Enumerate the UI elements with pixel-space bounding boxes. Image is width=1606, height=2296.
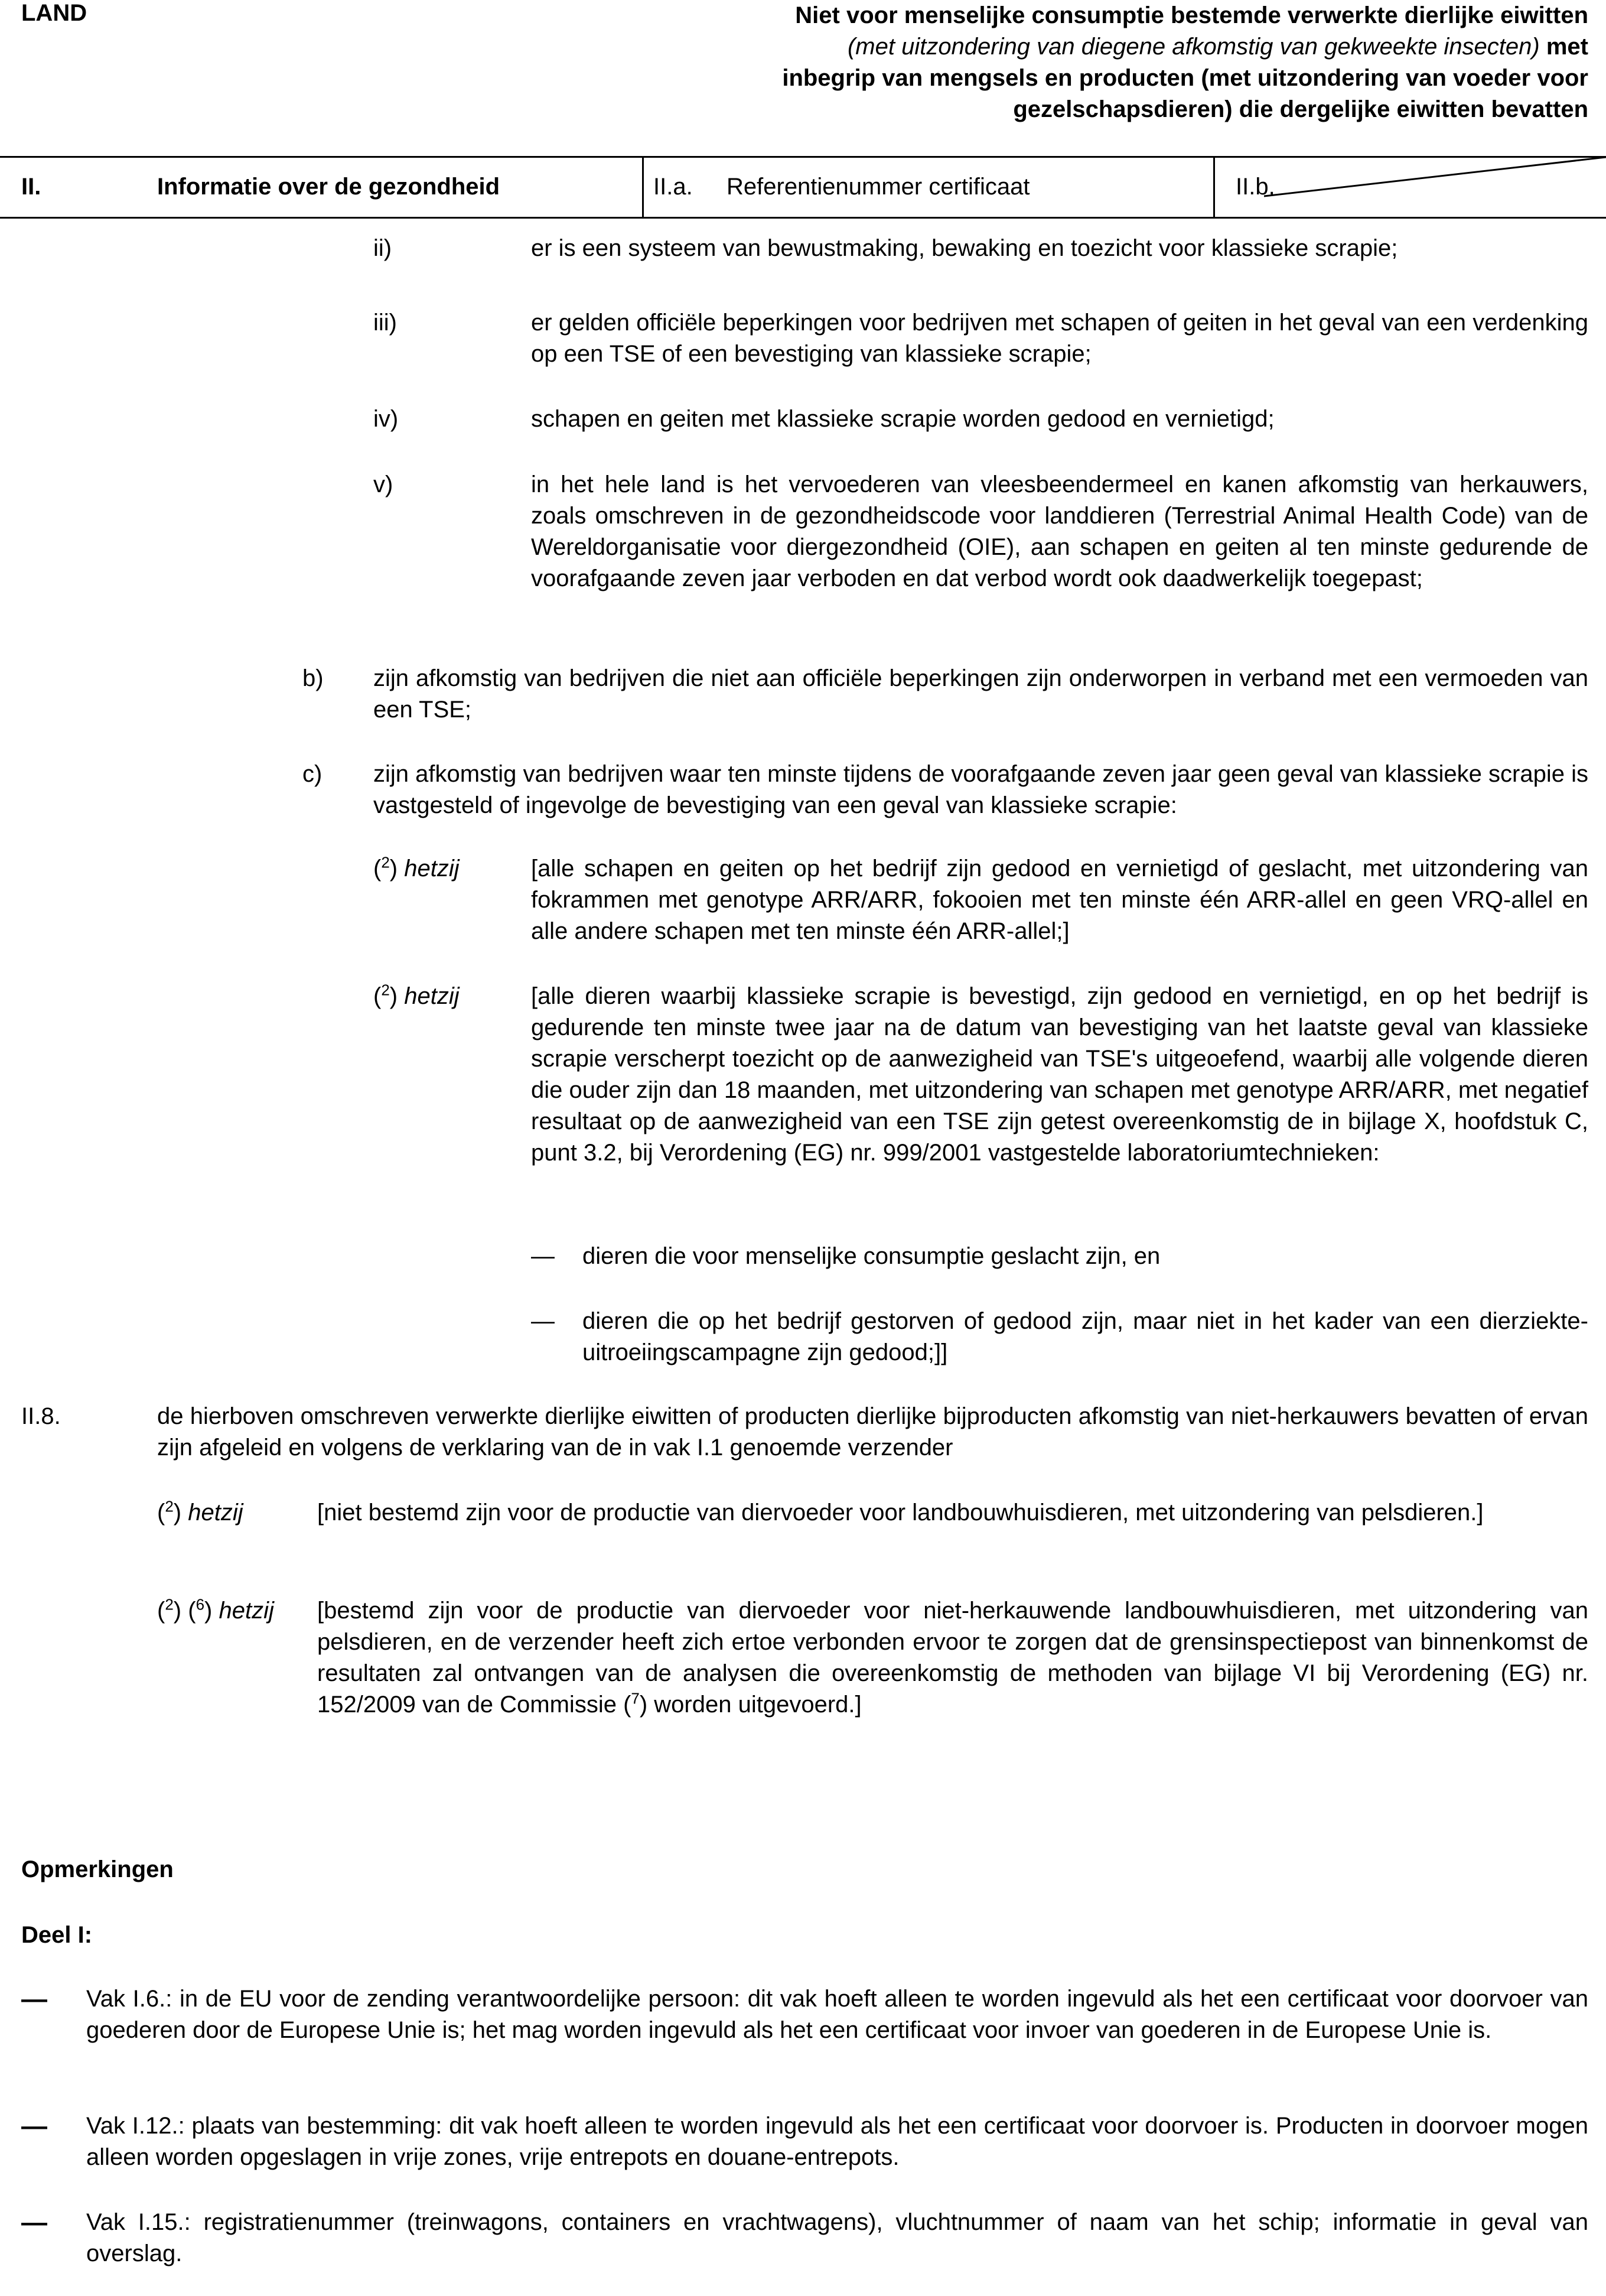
dash-1-marker: —	[531, 1243, 555, 1269]
option-2-word: hetzij	[404, 983, 460, 1009]
dash-2-text: dieren die op het bedrijf gestorven of gedood zijn, maar niet in het kader van een dierziekte-uitroeiingscampagne zijn gedood;]]	[582, 1308, 1588, 1365]
ii8-option-2-footnote-ref-a: 2	[165, 1595, 174, 1614]
certificate-title	[761, 0, 1588, 125]
note-3-text: Vak I.15.: registratienummer (treinwagons, containers en vrachtwagens), vluchtnummer of naam van het schip; informatie in geval van overslag.	[86, 2209, 1588, 2266]
notes-part-heading: Deel I:	[21, 1922, 93, 1948]
option-1-footnote-ref: 2	[381, 853, 390, 871]
item-iii-text: er gelden officiële beperkingen voor bedrijven met schapen of geiten in het geval van een verdenking op een TSE of een bevestiging van klassieke scrapie;	[531, 310, 1588, 367]
note-1-bullet: —	[21, 1985, 47, 2014]
ii8-option-2-word: hetzij	[219, 1598, 274, 1624]
item-c-text: zijn afkomstig van bedrijven waar ten minste tijdens de voorafgaande zeven jaar geen geval van klassieke scrapie is vastgesteld of ingevolge de bevestiging van een geval van klassieke scrapie:	[373, 761, 1588, 818]
title-bold-part-1: Niet voor menselijke consumptie bestemde verwerkte dierlijke eiwitten	[795, 2, 1588, 28]
option-1-text: [alle schapen en geiten op het bedrijf zijn gedood en vernietigd of geslacht, met uitzondering van fokrammen met genotype ARR/ARR, fokooien met ten minste één ARR-allel en geen VRQ-allel en alle andere schapen met ten minste één ARR-allel;]	[531, 856, 1588, 944]
item-c-label: c)	[302, 761, 322, 787]
item-b-label: b)	[302, 665, 324, 691]
note-2-bullet: —	[21, 2112, 47, 2141]
ii8-option-1-marker: ($^2$) hetzij	[157, 1497, 243, 1526]
ii8-option-1-footnote-ref: 2	[165, 1497, 174, 1516]
item-iv-text: schapen en geiten met klassieke scrapie worden gedood en vernietigd;	[531, 406, 1275, 432]
section-bar-diagonal-line	[1264, 156, 1606, 197]
item-v-label: v)	[373, 471, 393, 497]
ii8-option-1-word: hetzij	[188, 1500, 243, 1526]
reference-code: II.a.	[653, 174, 693, 200]
note-2-text: Vak I.12.: plaats van bestemming: dit vak hoeft alleen te worden ingevuld als het een certificaat voor doorvoer is. Producten in doorvoer mogen alleen worden opgeslagen in vrije zones, vrije entrepots en douane-entrepots.	[86, 2113, 1588, 2170]
section-bar-divider-2	[1213, 156, 1215, 219]
section-bar-divider-1	[642, 156, 644, 219]
ii8-option-2-footnote-ref-b: 6	[196, 1595, 205, 1614]
item-iii-label: iii)	[373, 310, 397, 336]
item-iv-label: iv)	[373, 406, 399, 432]
ii8-option-2-footnote-ref-c: 7	[631, 1689, 640, 1708]
option-1-word: hetzij	[404, 856, 460, 882]
title-bold-part-2: met inbegrip van mengsels en producten (met uitzondering van voeder voor gezelschapsdieren) die dergelijke eiwitten bevatten	[782, 34, 1588, 122]
option-2-marker: ($^2$) hetzij	[373, 981, 460, 1009]
item-v-text: in het hele land is het vervoederen van vleesbeendermeel en kanen afkomstig van herkauwers, zoals omschreven in de gezondheidscode voor landdieren (Terrestrial Animal Health Code) van de Wereldorganisatie voor diergezondheid (OIE), aan schapen en geiten al ten minste gedurende de voorafgaande zeven jaar verboden en dat verbod wordt ook daadwerkelijk toegepast;	[531, 471, 1588, 591]
ii8-option-1-text: [niet bestemd zijn voor de productie van diervoeder voor landbouwhuisdieren, met uitzondering van pelsdieren.]	[317, 1500, 1484, 1526]
ii8-option-2-text-b: ) worden uitgevoerd.]	[639, 1692, 862, 1718]
ii8-option-2-text-a: [bestemd zijn voor de productie van diervoeder voor niet-herkauwende landbouwhuisdieren, met uitzondering van pelsdieren, en de verzender heeft zich ertoe verbonden ervoor te zorgen dat de grensinspectiepost van binnenkomst de resultaten zal ontvangen van de analysen die overeenkomstig de methoden van bijlage VI bij Verordening (EG) nr. 152/2009 van de Commissie (	[317, 1598, 1588, 1718]
section-number: II.	[21, 174, 41, 200]
item-b-text: zijn afkomstig van bedrijven die niet aan officiële beperkingen zijn onderworpen in verband met een vermoeden van een TSE;	[373, 665, 1588, 723]
ii8-option-2-marker: ($^2$) ($^6$) hetzij	[157, 1595, 274, 1624]
section-bar-bottom-line	[0, 217, 1606, 219]
option-1-marker: ($^2$) hetzij	[373, 853, 460, 882]
ii8-label: II.8.	[21, 1403, 61, 1429]
note-3-bullet: —	[21, 2208, 47, 2237]
note-1-text: Vak I.6.: in de EU voor de zending verantwoordelijke persoon: dit vak hoeft alleen te worden ingevuld als het een certificaat voor doorvoer van goederen door de Europese Unie is; het mag worden ingevuld als het een certificaat voor invoer van goederen in de Europese Unie is.	[86, 1986, 1588, 2043]
dash-1-text: dieren die voor menselijke consumptie geslacht zijn, en	[582, 1243, 1161, 1269]
dash-2-marker: —	[531, 1308, 555, 1334]
country-label: LAND	[21, 0, 87, 26]
option-2-text: [alle dieren waarbij klassieke scrapie is bevestigd, zijn gedood en vernietigd, en op het bedrijf is gedurende ten minste twee jaar na de datum van bevestiging van het laatste geval van klassieke scrapie verscherpt toezicht op de aanwezigheid van TSE's uitgeoefend, waarbij alle volgende dieren die ouder zijn dan 18 maanden, met uitzondering van schapen met genotype ARR/ARR, met negatief resultaat op de aanwezigheid van een TSE zijn getest overeenkomstig de in bijlage X, hoofdstuk C, punt 3.2, bij Verordening (EG) nr. 999/2001 vastgestelde laboratoriumtechnieken:	[531, 983, 1588, 1166]
section-title: Informatie over de gezondheid	[157, 174, 500, 200]
option-2-footnote-ref: 2	[381, 981, 390, 999]
ii8-option-2-text	[317, 1595, 1588, 1721]
reference-label: Referentienummer certificaat	[727, 174, 1030, 200]
reference-b-code: II.b.	[1236, 174, 1275, 200]
item-ii-label: ii)	[373, 235, 392, 261]
ii8-text: de hierboven omschreven verwerkte dierlijke eiwitten of producten dierlijke bijproducten afkomstig van niet-herkauwers bevatten of ervan zijn afgeleid en volgens de verklaring van de in vak I.1 genoemde verzender	[157, 1403, 1588, 1461]
notes-heading: Opmerkingen	[21, 1856, 174, 1882]
title-italic-part: (met uitzondering van diegene afkomstig van gekweekte insecten)	[847, 34, 1540, 60]
item-ii-text: er is een systeem van bewustmaking, bewaking en toezicht voor klassieke scrapie;	[531, 235, 1398, 261]
